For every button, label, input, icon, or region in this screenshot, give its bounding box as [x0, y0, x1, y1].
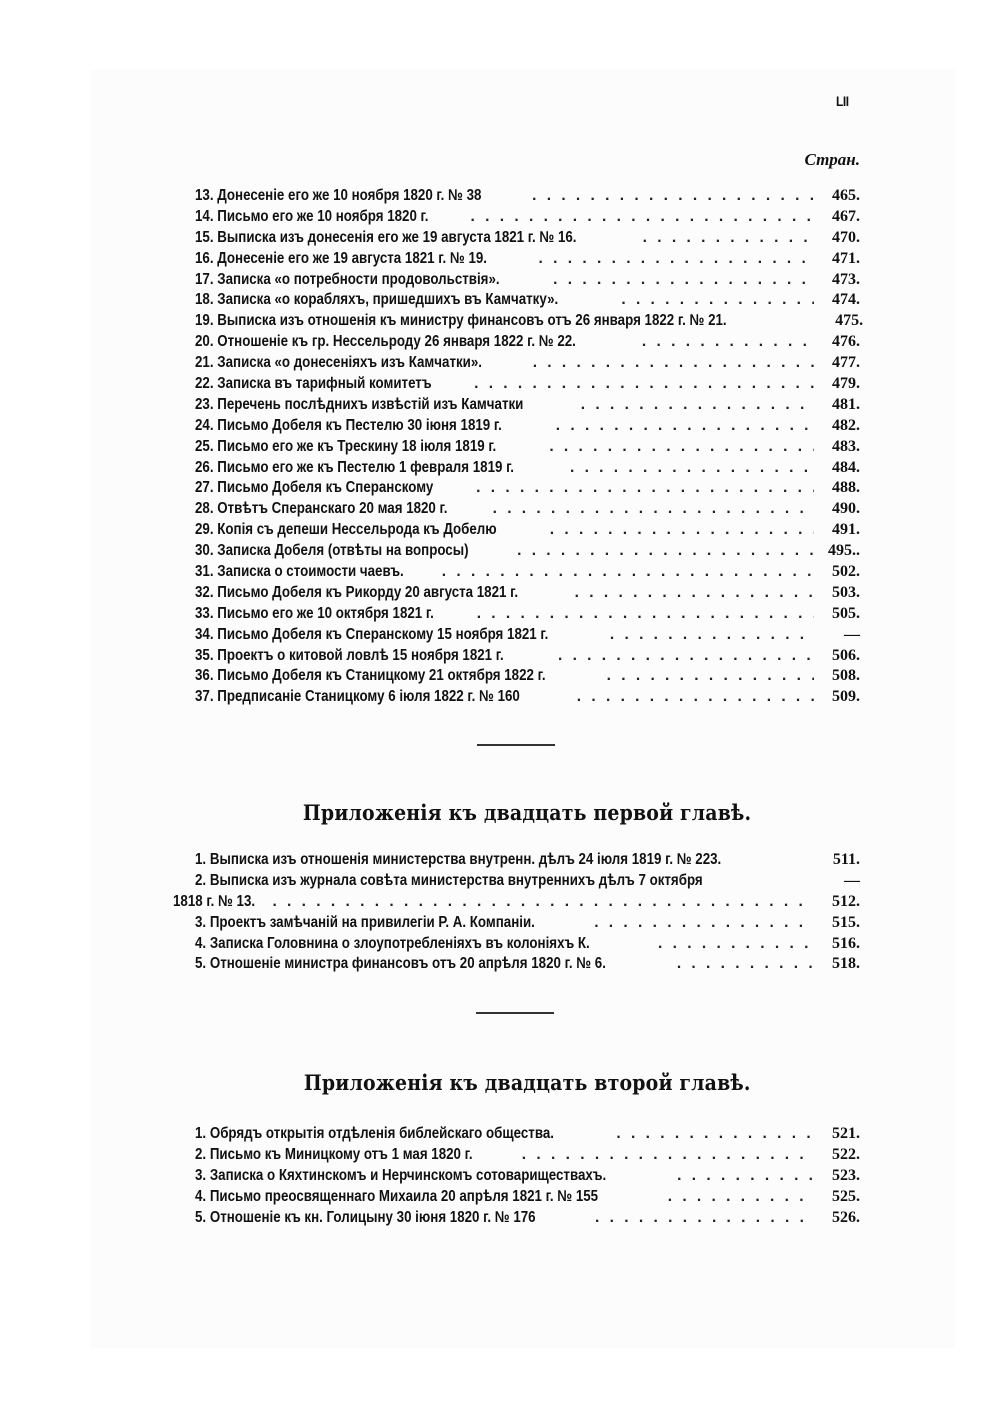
toc-entry: 26. Письмо его же къ Пестелю 1 февраля 1819 г. . . . 484. [195, 458, 860, 479]
dot-leader [607, 666, 814, 687]
section-divider [477, 744, 555, 746]
toc-entry: 16. Донесеніе его же 19 августа 1821 г. № 19. . . . 471. [195, 249, 860, 270]
dot-leader [610, 625, 814, 646]
dot-leader [474, 374, 814, 395]
page-number: 511. [832, 851, 860, 868]
page-number: — [844, 871, 860, 889]
page-number: 490. [832, 500, 860, 518]
dot-leader [575, 583, 814, 604]
toc-entry: 33. Письмо его же 10 октября 1821 г. . . . 505. [195, 604, 860, 625]
toc-entry: 22. Записка въ тарифный комитетъ . . . 479. [195, 374, 860, 395]
dot-leader [550, 520, 814, 541]
dot-leader [533, 353, 814, 374]
page-number: 484. [832, 458, 860, 476]
page-number: 467. [832, 207, 860, 225]
dot-leader [642, 332, 814, 353]
section-divider [476, 1012, 554, 1014]
page-number: 482. [832, 416, 860, 434]
toc-entry: 4. Письмо преосвященнаго Михаила 20 апрѣля 1821 г. № 155 . . . 525. [195, 1187, 860, 1208]
toc-entry: 15. Выписка изъ донесенія его же 19 августа 1821 г. № 16. . . . 470. [195, 228, 860, 249]
dot-leader [658, 934, 814, 955]
page-number: 465. [832, 187, 860, 204]
page-number: 515. [832, 913, 860, 931]
page-number: 502. [832, 563, 860, 581]
page-number: — [844, 625, 860, 643]
dot-leader [621, 290, 814, 311]
page-number: 525. [832, 1187, 860, 1205]
toc-entry: 35. Проектъ о китовой ловлѣ 15 ноября 1821 г. . . . 506. [195, 646, 860, 667]
toc-entry: 3. Проектъ замѣчаній на привилегіи Р. А. Компаніи. . . . 515. [195, 913, 860, 934]
page-number: 473. [832, 270, 860, 288]
toc-entry-continuation: 1818 г. № 13. . . . 512. [173, 892, 860, 913]
toc-section-b [173, 850, 860, 975]
toc-entry: 28. Отвѣтъ Сперанскаго 20 мая 1820 г. . . . 490. [195, 499, 860, 520]
toc-entry: 29. Копія съ депеши Нессельрода къ Добелю . . . 491. [195, 520, 860, 541]
toc-entry: 21. Записка «о донесеніяхъ изъ Камчатки». . . . 477. [195, 353, 860, 374]
dot-leader [616, 1124, 814, 1145]
page-number: 508. [832, 667, 860, 685]
dot-leader [668, 1187, 814, 1208]
toc-entry: 32. Письмо Добеля къ Рикорду 20 августа 1821 г. . . . 503. [195, 583, 860, 604]
dot-leader [532, 186, 814, 207]
dot-leader [471, 207, 815, 228]
dot-leader [677, 1166, 814, 1187]
page-number: 471. [832, 249, 860, 267]
page-number: 505. [832, 604, 860, 622]
toc-entry: 14. Письмо его же 10 ноября 1820 г. . . . 467. [195, 207, 860, 228]
page-number: 518. [832, 955, 860, 973]
section-title-chapter-21: Приложенія къ двадцать первой главѣ. [303, 800, 752, 825]
dot-leader [556, 416, 814, 437]
toc-entry: 1. Выписка изъ отношенія министерства внутренн. дѣлъ 24 іюля 1819 г. № 223. 511. [195, 850, 860, 871]
toc-entry: 20. Отношеніе къ гр. Нессельроду 26 января 1822 г. № 22. . . . 476. [195, 332, 860, 353]
page-number: 522. [832, 1145, 860, 1163]
page-number: 503. [832, 583, 860, 601]
page-number: 523. [832, 1166, 860, 1184]
dot-leader [677, 954, 814, 975]
toc-entry: 27. Письмо Добеля къ Сперанскому . . . 488. [195, 478, 860, 499]
dot-leader [595, 1208, 814, 1229]
toc-entry: 17. Записка «о потребности продовольствія». . . . 473. [195, 270, 860, 291]
page-number: 516. [832, 934, 860, 952]
toc-entry: 1. Обрядъ открытія отдѣленія библейскаго общества. . . . 521. [195, 1124, 860, 1145]
page-number: 521. [832, 1125, 860, 1142]
toc-entry: 23. Перечень послѣднихъ извѣстій изъ Камчатки . . . 481. [195, 395, 860, 416]
toc-section-a [195, 186, 864, 708]
page-number: 509. [832, 688, 860, 706]
dot-leader [558, 646, 814, 667]
toc-entry: 31. Записка о стоимости чаевъ. . . . 502. [195, 562, 860, 583]
page-column-header: Стран. [804, 150, 860, 169]
page-number: 475. [835, 312, 864, 330]
page-number: 477. [832, 354, 860, 372]
dot-leader [539, 249, 814, 270]
toc-section-c [195, 1124, 860, 1228]
dot-leader [594, 913, 814, 934]
dot-leader [549, 437, 814, 458]
page-number: 474. [832, 291, 860, 309]
page-folio: LII [836, 93, 849, 109]
page-number: 491. [832, 521, 860, 539]
page-number: 479. [832, 375, 860, 393]
dot-leader [477, 604, 814, 625]
dot-leader [442, 562, 814, 583]
section-title-chapter-22: Приложенія къ двадцать второй главѣ. [304, 1070, 751, 1095]
dot-leader [577, 687, 814, 708]
toc-entry: 36. Письмо Добеля къ Станицкому 21 октября 1822 г. . . . 508. [195, 666, 860, 687]
toc-entry: 5. Отношеніе министра финансовъ отъ 20 апрѣля 1820 г. № 6. . . . 518. [195, 954, 860, 975]
toc-entry: 30. Записка Добеля (отвѣты на вопросы) . . . 495.. [195, 541, 860, 562]
page-number: 495.. [828, 542, 860, 560]
toc-entry: 25. Письмо его же къ Трескину 18 іюля 1819 г. . . . 483. [195, 437, 860, 458]
page-number: 506. [832, 646, 860, 664]
toc-entry: 2. Выписка изъ журнала совѣта министерства внутреннихъ дѣлъ 7 октября — [195, 871, 860, 892]
toc-entry: 19. Выписка изъ отношенія къ министру финансовъ отъ 26 января 1822 г. № 21. 475. [195, 311, 860, 332]
toc-entry: 34. Письмо Добеля къ Сперанскому 15 ноября 1821 г. . . . — [195, 625, 860, 646]
toc-entry: 4. Записка Головнина о злоупотребленіяхъ въ колоніяхъ К. . . . 516. [195, 934, 860, 955]
dot-leader [553, 270, 814, 291]
dot-leader [517, 541, 814, 562]
dot-leader [493, 499, 814, 520]
page-number: 481. [832, 395, 860, 413]
dot-leader [522, 1145, 814, 1166]
toc-entry: 18. Записка «о корабляхъ, пришедшихъ въ Камчатку». . . . 474. [195, 290, 860, 311]
toc-entry: 3. Записка о Кяхтинскомъ и Нерчинскомъ сотовариществахъ. . . . 523. [195, 1166, 860, 1187]
dot-leader [570, 458, 814, 479]
page-number: 470. [832, 228, 860, 246]
toc-entry: 24. Письмо Добеля къ Пестелю 30 іюня 1819 г. . . . 482. [195, 416, 860, 437]
toc-entry: 5. Отношеніе къ кн. Голицыну 30 іюня 1820 г. № 176 . . . 526. [195, 1208, 860, 1229]
page-number: 476. [832, 333, 860, 351]
toc-entry: 13. Донесеніе его же 10 ноября 1820 г. № 38 . . . 465. [195, 186, 860, 207]
dot-leader [643, 228, 814, 249]
dot-leader [272, 892, 814, 913]
page-number: 512. [832, 892, 860, 910]
page-number: 488. [832, 479, 860, 497]
page-number: 483. [832, 437, 860, 455]
page-number: 526. [832, 1208, 860, 1226]
toc-entry: 2. Письмо къ Миницкому отъ 1 мая 1820 г. . . . 522. [195, 1145, 860, 1166]
dot-leader [581, 395, 814, 416]
toc-entry: 37. Предписаніе Станицкому 6 іюля 1822 г. № 160 . . . 509. [195, 687, 860, 708]
dot-leader [476, 478, 814, 499]
